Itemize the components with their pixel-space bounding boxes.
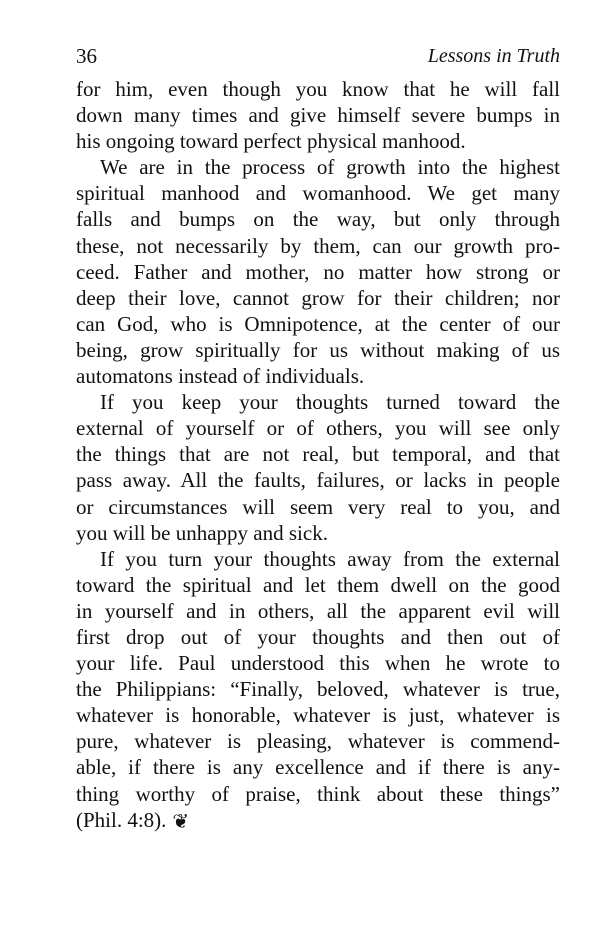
text-line: We are in the process of growth into the highest (100, 155, 560, 180)
text-line: ceed. Father and mother, no matter how strong or (76, 259, 560, 284)
text-line: being, grow spiritually for us without making of us (76, 337, 560, 362)
text-line: able, if there is any excellence and if there is any- (76, 755, 560, 780)
text-line: these, not necessarily by them, can our growth pro- (76, 233, 560, 258)
text-line: spiritual manhood and womanhood. We get many (76, 181, 560, 206)
text-line: his ongoing toward perfect physical manhood. (76, 129, 466, 154)
text-line: the Philippians: “Finally, beloved, whatever is true, (76, 677, 560, 702)
text-line: thing worthy of praise, think about these things” (76, 781, 560, 806)
text-line: in yourself and in others, all the apparent evil will (76, 598, 560, 623)
text-line: falls and bumps on the way, but only through (76, 207, 560, 232)
text-line: pure, whatever is pleasing, whatever is commend- (76, 729, 560, 754)
text-line: automatons instead of individuals. (76, 364, 365, 389)
text-line: If you turn your thoughts away from the external (100, 546, 560, 571)
paragraph (76, 76, 560, 154)
final-line-text: (Phil. 4:8). (76, 807, 167, 832)
paragraph (76, 389, 560, 546)
text-line: you will be unhappy and sick. (76, 520, 328, 545)
text-line: first drop out of your thoughts and then out of (76, 624, 560, 649)
paragraph (76, 154, 560, 389)
paragraph (76, 546, 560, 833)
running-head (76, 42, 560, 70)
final-line (76, 807, 560, 833)
page-number: 36 (76, 44, 97, 68)
text-line: external of yourself or of others, you will see only (76, 416, 560, 441)
end-ornament-icon: ❦ (172, 810, 190, 833)
book-title: Lessons in Truth (427, 45, 560, 67)
text-line: pass away. All the faults, failures, or lacks in people (76, 468, 560, 493)
text-line: your life. Paul understood this when he wrote to (76, 651, 560, 676)
text-line: deep their love, cannot grow for their children; nor (76, 285, 560, 310)
text-line: down many times and give himself severe bumps in (76, 103, 560, 128)
text-line: for him, even though you know that he will fall (76, 77, 560, 101)
text-line: If you keep your thoughts turned toward the (100, 390, 560, 415)
body-text (76, 76, 560, 833)
text-line: whatever is honorable, whatever is just, whatever is (76, 703, 560, 728)
text-line: toward the spiritual and let them dwell on the good (76, 572, 560, 597)
text-line: or circumstances will seem very real to you, and (76, 494, 560, 519)
text-line: can God, who is Omnipotence, at the center of our (76, 311, 560, 336)
text-line: the things that are not real, but temporal, and that (76, 442, 560, 467)
